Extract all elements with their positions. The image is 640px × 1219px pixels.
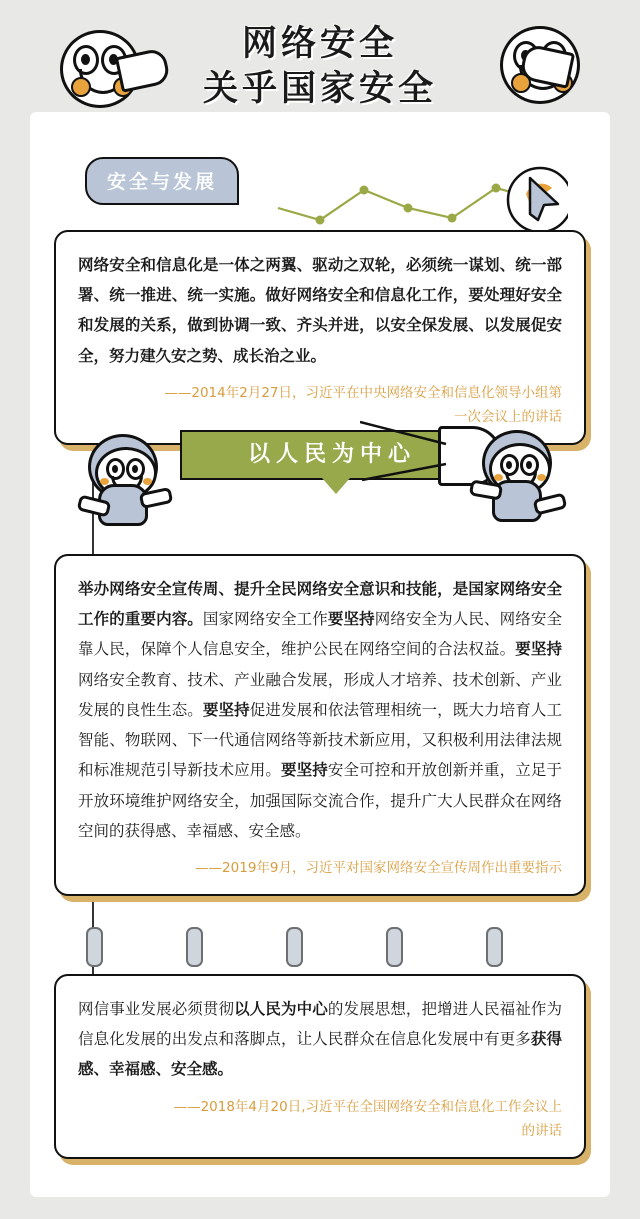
content-card xyxy=(30,112,610,1197)
source-line-2: 的讲话 xyxy=(521,1122,562,1139)
zigzag-icon xyxy=(268,160,568,235)
quote-2-keyword-3: 要坚持 xyxy=(202,700,250,719)
quote-2-part3: 网络安全为人民、网络安全靠人民，保障个人信息安全，维护公民在网络空间的合法权益。 xyxy=(78,610,562,659)
quote-2-part1: 举办网络安全宣传周、提升全民网络安全意识和技能，是国家网络安全工作的重要内容。 xyxy=(78,580,562,629)
people-centered-banner-zone xyxy=(30,412,610,542)
binder-ring xyxy=(86,927,103,967)
binder-ring xyxy=(286,927,303,967)
zigzag-decoration xyxy=(268,160,568,235)
cheek-icon xyxy=(143,478,152,485)
quote-source-3 xyxy=(78,1095,562,1144)
quote-source-2 xyxy=(78,856,562,880)
binder-ring xyxy=(486,927,503,967)
quote-1-body: 网络安全和信息化是一体之两翼、驱动之双轮，必须统一谋划、统一部署、统一推进、统一实施。做好网络安全和信息化工作，要处理好安全和发展的关系，做到协调一致、齐头并进，以安全保发展、以发展促安全，努力建久安之势、成长治之业。 xyxy=(78,256,562,365)
header xyxy=(0,0,640,120)
quote-3-keyword-1: 以人民为中心 xyxy=(234,1000,328,1018)
quote-box-2 xyxy=(54,554,586,896)
quote-text-1 xyxy=(78,250,562,371)
quote-3-part1: 网信事业发展必须贯彻 xyxy=(78,1000,235,1018)
section-tab-label: 安全与发展 xyxy=(85,157,239,205)
section-tab-security-development[interactable] xyxy=(85,157,239,205)
cheek-icon xyxy=(537,474,546,481)
quote-text-2 xyxy=(78,574,562,846)
quote-2-keyword-1: 要坚持 xyxy=(327,610,375,629)
title-line-2: 关乎国家安全 xyxy=(202,68,437,109)
source-line-1: ——2019年9月，习近平对国家网络安全宣传周作出重要指示 xyxy=(195,859,562,876)
quote-2-part4: 网络安全教育、技术、产业融合发展，形成人才培养、技术创新、产业发展的良性生态。 xyxy=(78,670,562,719)
source-line-1: ——2018年4月20日,习近平在全国网络安全和信息化工作会议上 xyxy=(173,1098,562,1115)
quote-2-part5: 促进发展和依法管理相统一，既大力培育人工智能、物联网、下一代通信网络等新技术新应用，又积极利用法律法规和标准规范引导新技术应用。 xyxy=(78,700,562,780)
quote-2-part2: 国家网络安全工作 xyxy=(202,610,328,629)
quote-2-part6: 安全可控和开放创新并重，立足于开放环境维护网络安全，加强国际交流合作，提升广大人民群众在网络空间的获得感、幸福感、安全感。 xyxy=(78,761,562,840)
banner-label: 以人民为中心 xyxy=(247,442,416,467)
binder-ring xyxy=(186,927,203,967)
quote-text-3 xyxy=(78,994,562,1085)
source-line-2: 一次会议上的讲话 xyxy=(454,409,562,426)
title-line-1: 网络安全 xyxy=(241,24,398,64)
quote-3-keyword-2: 获得感、幸福感、安全感。 xyxy=(78,1030,562,1079)
quote-2-keyword-2: 要坚持 xyxy=(515,640,562,659)
quote-3-part2: 的发展思想，把增进人民福祉作为信息化发展的出发点和落脚点，让人民群众在信息化发展中有更多 xyxy=(78,1000,562,1049)
binder-ring xyxy=(386,927,403,967)
source-line-1: ——2014年2月27日，习近平在中央网络安全和信息化领导小组第 xyxy=(164,384,562,401)
quote-2-keyword-4: 要坚持 xyxy=(281,761,328,780)
quote-box-3 xyxy=(54,974,586,1159)
